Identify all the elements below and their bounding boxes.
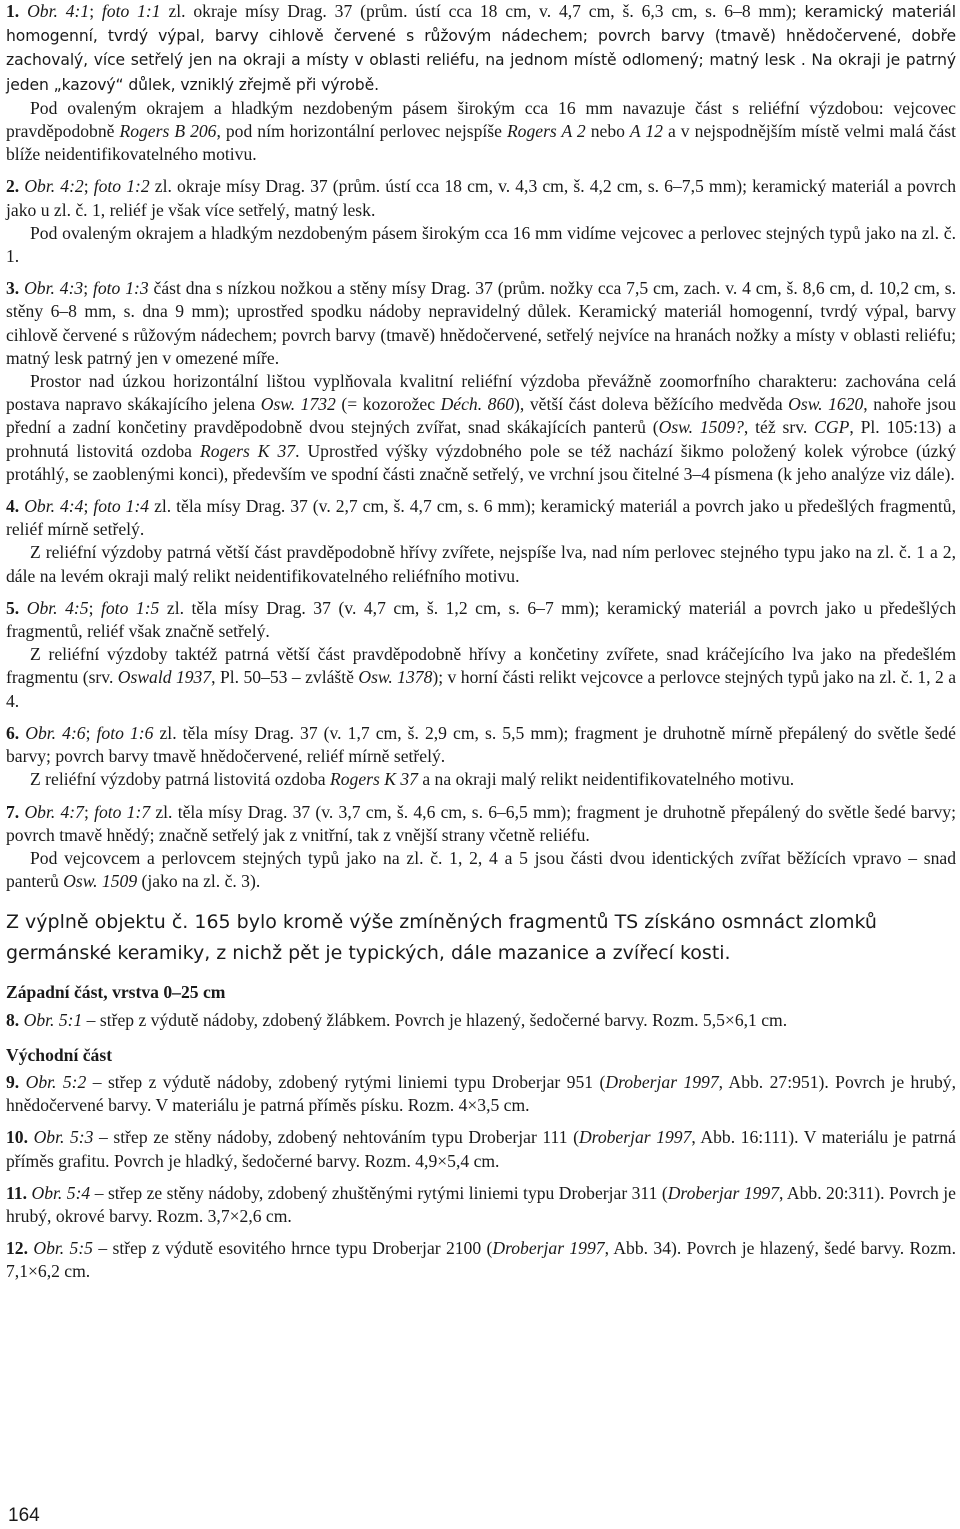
catalog-entry-3: 3. Obr. 4:3; foto 1:3 část dna s nízkou nožkou a stěny mísy Drag. 37 (prům. nožky cca 7,5 cm, zach. v. 4 cm, š. 8,6 cm, d. 10,2 cm, s. stěny 6–8 mm, s. dna 9 mm); uprostřed spodku nádoby nepravidelný důlek. Keramický materiál homogenní, tvrdý výpal, barvy cihlově červené s růžovým nádechem; povrch barvy (tmavě) hnědočervené, setřelý nejvíce na hranách nožky a místy v oblasti reliéfu; matný lesk patrný jen v omezené míře. <box>6 278 956 368</box>
text-run: a v nejspodnějším místě velmi malá část blíže neidentifikovatelného motivu. <box>6 121 956 165</box>
citation: Osw. 1378 <box>358 667 433 688</box>
entry-number: 5. <box>6 597 20 618</box>
figure-ref: 5:5 <box>69 1238 93 1259</box>
photo-ref: foto 1:7 <box>94 801 151 822</box>
photo-ref: foto 1:6 <box>96 722 154 743</box>
citation: Déch. 860 <box>440 394 515 415</box>
fig-abbr: Obr. <box>24 496 55 517</box>
fig-abbr: Obr. <box>24 278 55 299</box>
figure-ref: 5:3 <box>70 1127 94 1148</box>
page-number: 164 <box>8 1505 40 1526</box>
entry-number: 1. <box>6 1 20 21</box>
fig-abbr: Obr. <box>23 1009 55 1030</box>
citation: Droberjar 1997 <box>667 1182 780 1203</box>
catalog-entry-8 <box>6 1009 956 1032</box>
text-run: Z reliéfní výzdoby taktéž patrná větší část pravděpodobně hřívy a končetiny zvířete, snad kráčejícího lva jako na předešlém fragmentu (srv. <box>6 644 956 688</box>
text-run: nebo <box>585 121 630 142</box>
citation: Osw. 1509 <box>63 871 138 892</box>
figure-ref: 4:3 <box>59 278 84 299</box>
catalog-entry-7: 7. Obr. 4:7; foto 1:7 zl. těla mísy Drag. 37 (v. 3,7 cm, š. 4,6 cm, s. 6–6,5 mm); fragment je druhotně přepálený do světle šedé barvy; povrch tmavě hnědý; značně setřelý jak z vnitřní, tak z vnější strany včetně reliéfu. <box>6 801 956 845</box>
fig-abbr: Obr. <box>24 801 56 822</box>
text-run: Z reliéfní výzdoby patrná listovitá ozdoba <box>30 769 330 790</box>
figure-ref: 4:2 <box>60 176 84 197</box>
entry-description: Pod ovaleným okrajem a hladkým nezdobeným pásem širokým cca 16 mm vidíme vejcovec a perlovec stejných typů jako na zl. č. 1. <box>6 222 956 267</box>
entry-number: 11. <box>6 1182 28 1203</box>
figure-ref: 4:4 <box>59 496 84 517</box>
entry-text: zl. těla mísy Drag. 37 (v. 2,7 cm, š. 4,7 cm, s. 6 mm); keramický materiál a povrch jako u předešlých fragmentů, reliéf mírně setřelý. <box>6 496 956 540</box>
figure-ref: 4:6 <box>62 722 86 743</box>
photo-ref: foto 1:4 <box>93 496 150 517</box>
page-content <box>6 0 956 1284</box>
entry-text: zl. okraje mísy Drag. 37 (prům. ústí cca 18 cm, v. 4,3 cm, š. 4,2 cm, s. 6–7,5 mm); keramický materiál a povrch jako u zl. č. 1, reliéf je však více setřelý, matný lesk. <box>6 176 956 220</box>
entry-description <box>6 97 956 167</box>
entry-description: Z reliéfní výzdoby patrná větší část pravděpodobně hřívy zvířete, nejspíše lva, nad ním perlovec stejného typu jako na zl. č. 1 a 2, dále na levém okraji malý relikt neidentifikovatelného reliéfního motivu. <box>6 542 956 586</box>
entry-text: zl. okraje mísy Drag. 37 (prům. ústí cca 18 cm, v. 4,7 cm, š. 6,3 cm, s. 6–8 mm); <box>160 1 805 21</box>
entry-number: 12. <box>6 1238 28 1259</box>
citation: Droberjar 1997 <box>605 1071 719 1092</box>
photo-ref: foto 1:5 <box>101 597 160 618</box>
text-run: , Abb. 34). Povrch je hlazený, šedé barvy. Rozm. 7,1×6,2 cm. <box>6 1238 956 1282</box>
figure-ref: 4:7 <box>60 801 84 822</box>
photo-ref: foto 1:2 <box>93 176 150 197</box>
entry-number: 3. <box>6 278 20 299</box>
text-run: Prostor nad úzkou horizontální lištou vyplňovala kvalitní reliéfní výzdoba převážně zoomorfního charakteru: zachována celá postava napravo skákajícího jelena <box>6 371 956 415</box>
entry-description <box>6 643 956 713</box>
citation: A 12 <box>629 121 663 142</box>
catalog-entry-4: 4. Obr. 4:4; foto 1:4 zl. těla mísy Drag. 37 (v. 2,7 cm, š. 4,7 cm, s. 6 mm); keramický materiál a povrch jako u předešlých fragmentů, reliéf mírně setřelý. <box>6 496 956 540</box>
text-run: – střep ze stěny nádoby, zdobený zhuštěnými rytými liniemi typu Droberjar 311 ( <box>90 1182 668 1203</box>
catalog-entry-1: 1. Obr. 4:1; foto 1:1 zl. okraje mísy Drag. 37 (prům. ústí cca 18 cm, v. 4,7 cm, š. 6,3 cm, s. 6–8 mm); keramický materiál homogenní, tvrdý výpal, barvy cihlově červené s růžovým nádechem; povrch barvy (tmavě) hnědočervené, dobře zachovalý, více setřelý jen na okraji a místy v oblasti reliéfu, na jednom místě odlomený; matný lesk . Na okraji je patrný jeden „kazový“ důlek, vzniklý zřejmě při výrobě. <box>6 1 956 94</box>
text-run: ), větší část doleva běžícího medvěda <box>514 394 789 415</box>
fig-abbr: Obr. <box>24 176 56 197</box>
entry-text: zl. těla mísy Drag. 37 (v. 4,7 cm, š. 1,2 cm, s. 6–7 mm); keramický materiál a povrch jako u předešlých fragmentů, reliéf však značně setřelý. <box>6 597 956 642</box>
entry-number: 2. <box>6 176 20 197</box>
text-run: – střep z výdutě esovitého hrnce typu Droberjar 2100 ( <box>92 1238 493 1259</box>
entry-text-sans: keramický materiál homogenní, tvrdý výpal, barvy cihlově červené s růžovým nádechem; povrch barvy (tmavě) hnědočervené, dobře zachovalý, více setřelý jen na okraji a místy v oblasti reliéfu, na jednom místě odlomený; matný lesk . Na okraji je patrný jeden „kazový“ důlek, vzniklý zřejmě při výrobě. <box>6 3 956 94</box>
catalog-entry-5: 5. Obr. 4:5; foto 1:5 zl. těla mísy Drag. 37 (v. 4,7 cm, š. 1,2 cm, s. 6–7 mm); keramický materiál a povrch jako u předešlých fragmentů, reliéf však značně setřelý. <box>6 597 956 642</box>
fig-abbr: Obr. <box>25 1071 57 1092</box>
photo-ref: foto 1:3 <box>92 278 149 299</box>
entry-text: zl. těla mísy Drag. 37 (v. 1,7 cm, š. 2,9 cm, s. 5,5 mm); fragment je druhotně mírně přepálený do světle šedé barvy; povrch barvy tmavě hnědočervené, reliéf mírně setřelý. <box>6 722 956 767</box>
entry-text: zl. těla mísy Drag. 37 (v. 3,7 cm, š. 4,6 cm, s. 6–6,5 mm); fragment je druhotně přepálený do světle šedé barvy; povrch tmavě hnědý; značně setřelý jak z vnitřní, tak z vnější strany včetně reliéfu. <box>6 801 956 845</box>
catalog-entry-2: 2. Obr. 4:2; foto 1:2 zl. okraje mísy Drag. 37 (prům. ústí cca 18 cm, v. 4,3 cm, š. 4,2 cm, s. 6–7,5 mm); keramický materiál a povrch jako u zl. č. 1, reliéf je však více setřelý, matný lesk. <box>6 176 956 220</box>
text-run: ); v horní části relikt vejcovce a perlovce stejných typů jako na zl. č. 1, 2 a 4. <box>6 667 957 711</box>
entry-description <box>6 370 956 486</box>
figure-ref: 4:1 <box>65 1 90 21</box>
fig-abbr: Obr. <box>25 722 57 743</box>
fig-abbr: Obr. <box>26 597 58 618</box>
text-run: , Abb. 20:311). Povrch je hrubý, okrové barvy. Rozm. 3,7×2,6 cm. <box>6 1182 956 1226</box>
entry-description <box>6 768 956 791</box>
citation: Rogers A 2 <box>506 121 586 142</box>
entry-number: 4. <box>6 496 20 517</box>
catalog-entry-9 <box>6 1071 956 1117</box>
catalog-entry-11 <box>6 1182 956 1228</box>
text-run: , nahoře jsou přední a zadní končetiny pravděpodobně dvou stejných zvířat, snad skákajících panterů ( <box>6 394 956 438</box>
figure-ref: 4:5 <box>65 597 89 618</box>
text-run: – střep z výdutě nádoby, zdobený rytými liniemi typu Droberjar 951 ( <box>86 1071 606 1092</box>
entry-number: 10. <box>6 1127 28 1148</box>
text-run: (jako na zl. č. 3). <box>137 871 261 892</box>
text-run: , též srv. <box>743 417 815 438</box>
text-run: . Uprostřed výšky výzdobného pole se též nachází šikmo položený kolek výrobce (úzký protáhlý, se zaoblenými konci), především ve spodní části značně setřelý, ve vrchní jsou čitelné 3–4 písmena (k jeho analýze viz dále). <box>6 440 956 484</box>
citation: Rogers K 37 <box>199 440 296 461</box>
text-run: Pod vejcovcem a perlovcem stejných typů jako na zl. č. 1, 2, 4 a 5 jsou části dvou identických zvířat běžících vpravo – snad panterů <box>6 847 956 892</box>
section-heading-east: Východní část <box>6 1044 113 1065</box>
fig-abbr: Obr. <box>27 1 58 21</box>
citation: Oswald 1937 <box>117 667 212 688</box>
text-run: , Abb. 16:111). V materiálu je patrná příměs grafitu. Povrch je hladký, šedočerné barvy. Rozm. 4,9×5,4 cm. <box>6 1127 956 1171</box>
text-run: a na okraji malý relikt neidentifikovatelného motivu. <box>417 769 795 790</box>
citation: Osw. 1732 <box>260 394 336 415</box>
entry-number: 7. <box>6 801 20 822</box>
citation: CGP <box>814 417 850 438</box>
text-run: (= kozorožec <box>335 394 441 415</box>
summary-paragraph: Z výplně objektu č. 165 bylo kromě výše zmíněných fragmentů TS získáno osmnáct zlomků germánské keramiky, z nichž pět je typických, dále mazanice a zvířecí kosti. <box>6 911 877 965</box>
section-heading-west: Západní část, vrstva 0–25 cm <box>6 982 226 1003</box>
entry-number: 6. <box>6 722 20 743</box>
citation: Osw. 1509? <box>658 417 744 438</box>
citation: Droberjar 1997 <box>492 1238 605 1259</box>
citation: Rogers B 206 <box>119 121 217 142</box>
citation: Rogers K 37 <box>329 769 418 790</box>
catalog-entry-10 <box>6 1126 956 1172</box>
figure-ref: 5:1 <box>58 1009 83 1030</box>
entry-number: 8. <box>6 1009 20 1030</box>
fig-abbr: Obr. <box>33 1127 65 1148</box>
entry-text: část dna s nízkou nožkou a stěny mísy Drag. 37 (prům. nožky cca 7,5 cm, zach. v. 4 cm, š. 8,6 cm, d. 10,2 cm, s. stěny 6–8 mm, s. dna 9 mm); uprostřed spodku nádoby nepravidelný důlek. Keramický materiál homogenní, tvrdý výpal, barvy cihlově červené s růžovým nádechem; povrch barvy (tmavě) hnědočervené, setřelý nejvíce na hranách nožky a místy v oblasti reliéfu; matný lesk patrný jen v omezené míře. <box>6 278 956 368</box>
text-run: , Pl. 105:13) a prohnutá listovitá ozdoba <box>6 417 957 461</box>
fig-abbr: Obr. <box>31 1182 63 1203</box>
text-run: , pod ním horizontální perlovec nejspíše <box>216 121 507 142</box>
entry-text: – střep z výdutě nádoby, zdobený žlábkem. Povrch je hlazený, šedočerné barvy. Rozm. 5,5×6,1 cm. <box>82 1009 788 1030</box>
text-run: Pod ovaleným okrajem a hladkým nezdobeným pásem širokým cca 16 mm navazuje část s reliéfní výzdobou: vejcovec pravděpodobně <box>6 97 956 142</box>
photo-ref: foto 1:1 <box>101 1 161 21</box>
citation: Osw. 1620 <box>788 394 864 415</box>
text-run: – střep ze stěny nádoby, zdobený nehtováním typu Droberjar 111 ( <box>93 1127 579 1148</box>
text-run: , Abb. 27:951). Povrch je hrubý, hnědočervené barvy. V materiálu je patrná příměs písku. Rozm. 4×3,5 cm. <box>6 1071 956 1116</box>
catalog-entry-12 <box>6 1237 956 1283</box>
figure-ref: 5:2 <box>62 1071 87 1092</box>
text-run: , Pl. 50–53 – zvláště <box>211 667 359 688</box>
fig-abbr: Obr. <box>33 1238 65 1259</box>
catalog-entry-6: 6. Obr. 4:6; foto 1:6 zl. těla mísy Drag. 37 (v. 1,7 cm, š. 2,9 cm, s. 5,5 mm); fragment je druhotně mírně přepálený do světle šedé barvy; povrch barvy tmavě hnědočervené, reliéf mírně setřelý. <box>6 722 956 767</box>
figure-ref: 5:4 <box>66 1182 91 1203</box>
entry-number: 9. <box>6 1071 20 1092</box>
entry-description <box>6 847 956 893</box>
citation: Droberjar 1997 <box>578 1127 692 1148</box>
